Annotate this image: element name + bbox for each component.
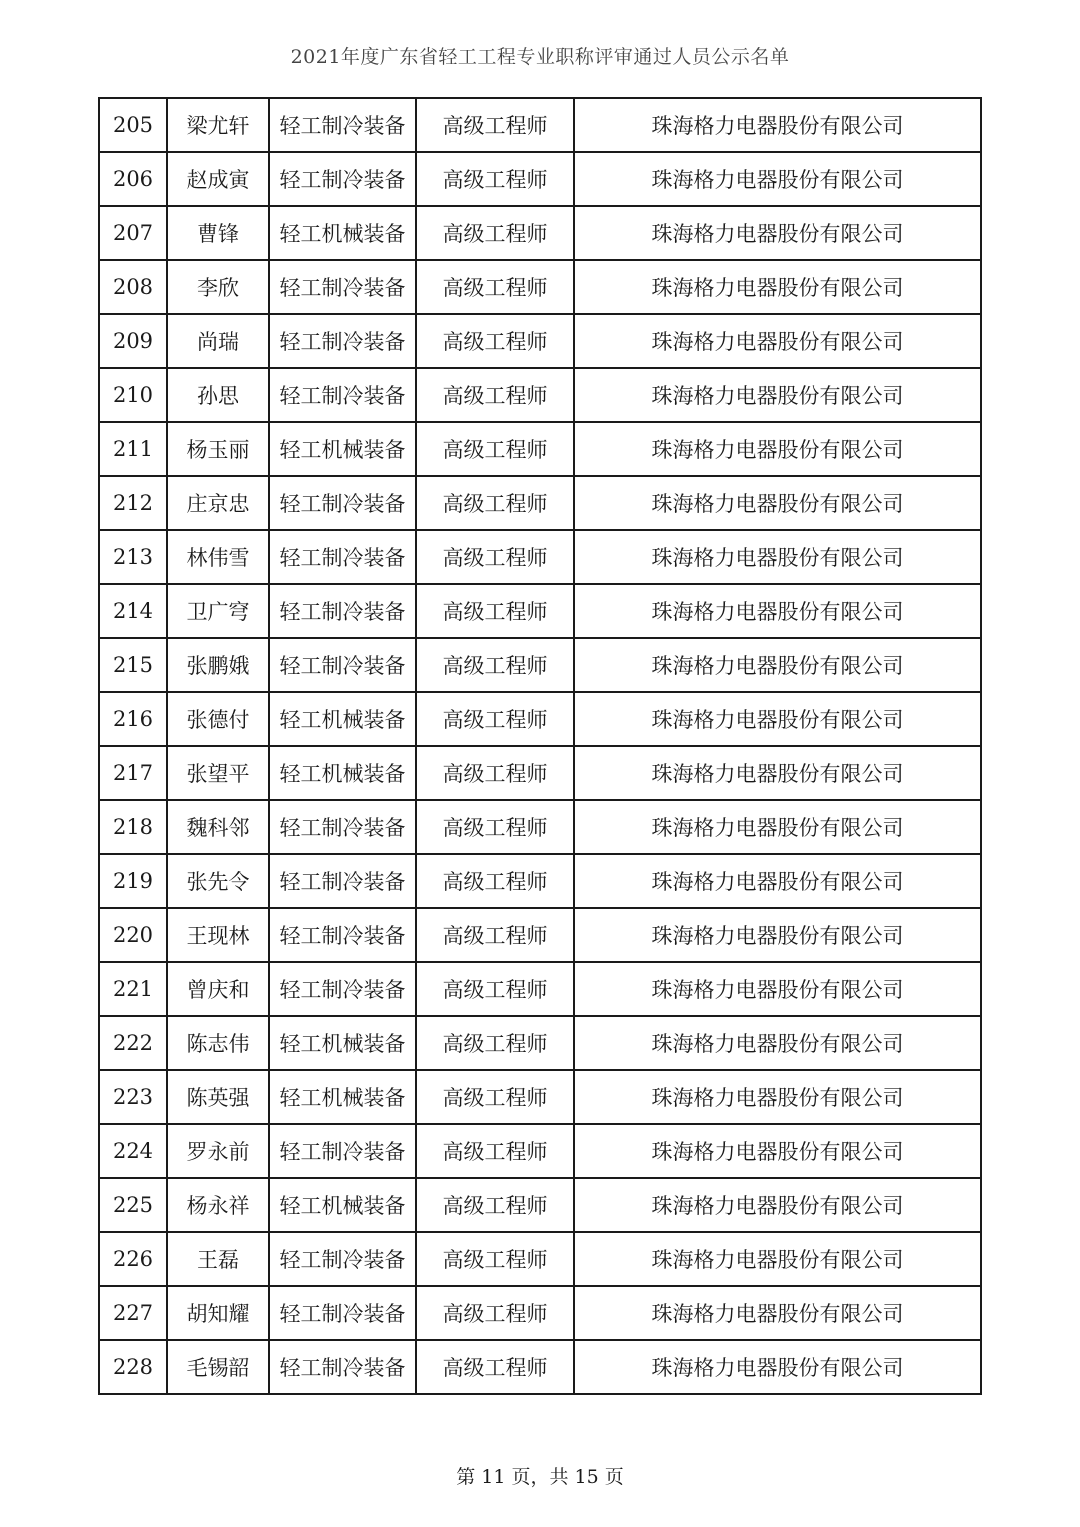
table-row bbox=[99, 746, 981, 800]
major-cell: 轻工制冷装备 bbox=[269, 584, 416, 638]
organization-cell: 珠海格力电器股份有限公司 bbox=[574, 1232, 981, 1286]
roster-table bbox=[98, 97, 982, 1395]
major-cell: 轻工制冷装备 bbox=[269, 314, 416, 368]
professional-title-cell: 高级工程师 bbox=[416, 1124, 574, 1178]
table-row bbox=[99, 1340, 981, 1394]
major-cell: 轻工机械装备 bbox=[269, 746, 416, 800]
professional-title-cell: 高级工程师 bbox=[416, 1178, 574, 1232]
organization-cell: 珠海格力电器股份有限公司 bbox=[574, 1178, 981, 1232]
table-row bbox=[99, 1070, 981, 1124]
professional-title-cell: 高级工程师 bbox=[416, 206, 574, 260]
professional-title-cell: 高级工程师 bbox=[416, 1070, 574, 1124]
major-cell: 轻工制冷装备 bbox=[269, 1124, 416, 1178]
organization-cell: 珠海格力电器股份有限公司 bbox=[574, 98, 981, 152]
page-number: 第 11 页，共 15 页 bbox=[456, 1466, 624, 1488]
serial-number-cell: 226 bbox=[99, 1232, 167, 1286]
name-cell: 林伟雪 bbox=[167, 530, 269, 584]
name-cell: 曾庆和 bbox=[167, 962, 269, 1016]
table-row bbox=[99, 206, 981, 260]
table-row bbox=[99, 800, 981, 854]
name-cell: 孙思 bbox=[167, 368, 269, 422]
name-cell: 赵成寅 bbox=[167, 152, 269, 206]
major-cell: 轻工制冷装备 bbox=[269, 1232, 416, 1286]
major-cell: 轻工制冷装备 bbox=[269, 260, 416, 314]
page-title: 2021年度广东省轻工工程专业职称评审通过人员公示名单 bbox=[290, 46, 790, 68]
major-cell: 轻工制冷装备 bbox=[269, 800, 416, 854]
name-cell: 张鹏娥 bbox=[167, 638, 269, 692]
major-cell: 轻工机械装备 bbox=[269, 1178, 416, 1232]
serial-number-cell: 221 bbox=[99, 962, 167, 1016]
major-cell: 轻工制冷装备 bbox=[269, 98, 416, 152]
table-row bbox=[99, 1232, 981, 1286]
serial-number-cell: 206 bbox=[99, 152, 167, 206]
professional-title-cell: 高级工程师 bbox=[416, 1016, 574, 1070]
organization-cell: 珠海格力电器股份有限公司 bbox=[574, 206, 981, 260]
professional-title-cell: 高级工程师 bbox=[416, 1340, 574, 1394]
serial-number-cell: 212 bbox=[99, 476, 167, 530]
professional-title-cell: 高级工程师 bbox=[416, 638, 574, 692]
major-cell: 轻工制冷装备 bbox=[269, 1286, 416, 1340]
organization-cell: 珠海格力电器股份有限公司 bbox=[574, 314, 981, 368]
serial-number-cell: 211 bbox=[99, 422, 167, 476]
name-cell: 胡知耀 bbox=[167, 1286, 269, 1340]
table-row bbox=[99, 314, 981, 368]
major-cell: 轻工机械装备 bbox=[269, 206, 416, 260]
table-row bbox=[99, 1124, 981, 1178]
major-cell: 轻工制冷装备 bbox=[269, 476, 416, 530]
serial-number-cell: 214 bbox=[99, 584, 167, 638]
name-cell: 张先令 bbox=[167, 854, 269, 908]
serial-number-cell: 205 bbox=[99, 98, 167, 152]
professional-title-cell: 高级工程师 bbox=[416, 422, 574, 476]
serial-number-cell: 228 bbox=[99, 1340, 167, 1394]
name-cell: 张德付 bbox=[167, 692, 269, 746]
organization-cell: 珠海格力电器股份有限公司 bbox=[574, 746, 981, 800]
professional-title-cell: 高级工程师 bbox=[416, 1232, 574, 1286]
organization-cell: 珠海格力电器股份有限公司 bbox=[574, 962, 981, 1016]
organization-cell: 珠海格力电器股份有限公司 bbox=[574, 260, 981, 314]
name-cell: 罗永前 bbox=[167, 1124, 269, 1178]
organization-cell: 珠海格力电器股份有限公司 bbox=[574, 692, 981, 746]
serial-number-cell: 227 bbox=[99, 1286, 167, 1340]
organization-cell: 珠海格力电器股份有限公司 bbox=[574, 1016, 981, 1070]
organization-cell: 珠海格力电器股份有限公司 bbox=[574, 1340, 981, 1394]
professional-title-cell: 高级工程师 bbox=[416, 692, 574, 746]
major-cell: 轻工制冷装备 bbox=[269, 854, 416, 908]
table-row bbox=[99, 476, 981, 530]
professional-title-cell: 高级工程师 bbox=[416, 746, 574, 800]
major-cell: 轻工制冷装备 bbox=[269, 638, 416, 692]
table-row bbox=[99, 530, 981, 584]
serial-number-cell: 220 bbox=[99, 908, 167, 962]
serial-number-cell: 225 bbox=[99, 1178, 167, 1232]
name-cell: 张望平 bbox=[167, 746, 269, 800]
name-cell: 尚瑞 bbox=[167, 314, 269, 368]
serial-number-cell: 219 bbox=[99, 854, 167, 908]
professional-title-cell: 高级工程师 bbox=[416, 530, 574, 584]
major-cell: 轻工制冷装备 bbox=[269, 530, 416, 584]
name-cell: 魏科邻 bbox=[167, 800, 269, 854]
name-cell: 曹锋 bbox=[167, 206, 269, 260]
serial-number-cell: 222 bbox=[99, 1016, 167, 1070]
organization-cell: 珠海格力电器股份有限公司 bbox=[574, 1070, 981, 1124]
serial-number-cell: 215 bbox=[99, 638, 167, 692]
table-row bbox=[99, 1286, 981, 1340]
serial-number-cell: 213 bbox=[99, 530, 167, 584]
professional-title-cell: 高级工程师 bbox=[416, 260, 574, 314]
organization-cell: 珠海格力电器股份有限公司 bbox=[574, 152, 981, 206]
professional-title-cell: 高级工程师 bbox=[416, 152, 574, 206]
major-cell: 轻工制冷装备 bbox=[269, 152, 416, 206]
serial-number-cell: 217 bbox=[99, 746, 167, 800]
serial-number-cell: 207 bbox=[99, 206, 167, 260]
organization-cell: 珠海格力电器股份有限公司 bbox=[574, 854, 981, 908]
table-row bbox=[99, 638, 981, 692]
organization-cell: 珠海格力电器股份有限公司 bbox=[574, 530, 981, 584]
major-cell: 轻工制冷装备 bbox=[269, 368, 416, 422]
professional-title-cell: 高级工程师 bbox=[416, 854, 574, 908]
major-cell: 轻工制冷装备 bbox=[269, 908, 416, 962]
name-cell: 王现林 bbox=[167, 908, 269, 962]
name-cell: 杨玉丽 bbox=[167, 422, 269, 476]
table-row bbox=[99, 260, 981, 314]
major-cell: 轻工制冷装备 bbox=[269, 1340, 416, 1394]
name-cell: 王磊 bbox=[167, 1232, 269, 1286]
professional-title-cell: 高级工程师 bbox=[416, 800, 574, 854]
table-row bbox=[99, 854, 981, 908]
professional-title-cell: 高级工程师 bbox=[416, 368, 574, 422]
table-row bbox=[99, 584, 981, 638]
name-cell: 梁尤轩 bbox=[167, 98, 269, 152]
name-cell: 卫广穹 bbox=[167, 584, 269, 638]
organization-cell: 珠海格力电器股份有限公司 bbox=[574, 908, 981, 962]
serial-number-cell: 223 bbox=[99, 1070, 167, 1124]
major-cell: 轻工机械装备 bbox=[269, 1016, 416, 1070]
professional-title-cell: 高级工程师 bbox=[416, 314, 574, 368]
organization-cell: 珠海格力电器股份有限公司 bbox=[574, 422, 981, 476]
organization-cell: 珠海格力电器股份有限公司 bbox=[574, 638, 981, 692]
organization-cell: 珠海格力电器股份有限公司 bbox=[574, 476, 981, 530]
serial-number-cell: 218 bbox=[99, 800, 167, 854]
table-row bbox=[99, 422, 981, 476]
table-row bbox=[99, 368, 981, 422]
serial-number-cell: 216 bbox=[99, 692, 167, 746]
name-cell: 毛锡韶 bbox=[167, 1340, 269, 1394]
name-cell: 陈英强 bbox=[167, 1070, 269, 1124]
organization-cell: 珠海格力电器股份有限公司 bbox=[574, 1124, 981, 1178]
organization-cell: 珠海格力电器股份有限公司 bbox=[574, 800, 981, 854]
serial-number-cell: 210 bbox=[99, 368, 167, 422]
professional-title-cell: 高级工程师 bbox=[416, 98, 574, 152]
professional-title-cell: 高级工程师 bbox=[416, 476, 574, 530]
major-cell: 轻工机械装备 bbox=[269, 1070, 416, 1124]
table-row bbox=[99, 962, 981, 1016]
professional-title-cell: 高级工程师 bbox=[416, 584, 574, 638]
organization-cell: 珠海格力电器股份有限公司 bbox=[574, 584, 981, 638]
roster-table-body bbox=[99, 98, 981, 1394]
table-row bbox=[99, 98, 981, 152]
organization-cell: 珠海格力电器股份有限公司 bbox=[574, 1286, 981, 1340]
major-cell: 轻工制冷装备 bbox=[269, 962, 416, 1016]
name-cell: 庄京忠 bbox=[167, 476, 269, 530]
professional-title-cell: 高级工程师 bbox=[416, 962, 574, 1016]
serial-number-cell: 208 bbox=[99, 260, 167, 314]
major-cell: 轻工机械装备 bbox=[269, 692, 416, 746]
name-cell: 陈志伟 bbox=[167, 1016, 269, 1070]
table-row bbox=[99, 152, 981, 206]
professional-title-cell: 高级工程师 bbox=[416, 1286, 574, 1340]
name-cell: 杨永祥 bbox=[167, 1178, 269, 1232]
major-cell: 轻工机械装备 bbox=[269, 422, 416, 476]
organization-cell: 珠海格力电器股份有限公司 bbox=[574, 368, 981, 422]
serial-number-cell: 224 bbox=[99, 1124, 167, 1178]
serial-number-cell: 209 bbox=[99, 314, 167, 368]
table-row bbox=[99, 1178, 981, 1232]
name-cell: 李欣 bbox=[167, 260, 269, 314]
table-row bbox=[99, 692, 981, 746]
table-row bbox=[99, 908, 981, 962]
table-row bbox=[99, 1016, 981, 1070]
professional-title-cell: 高级工程师 bbox=[416, 908, 574, 962]
